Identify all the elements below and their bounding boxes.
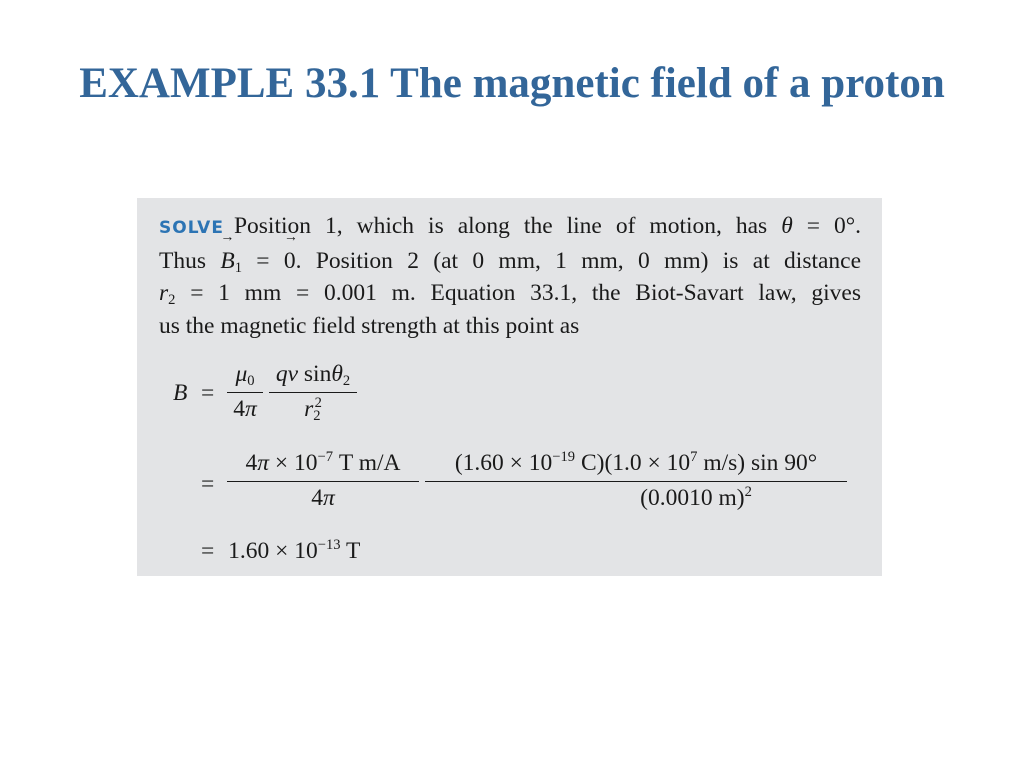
eq1-fraction-qvsin-over-r2: $\frac{qv \sin\theta_2}{r_2^2}$ (269, 361, 357, 423)
paragraph-line-3: $r_2 = 1$ mm = 0.001 m. Equation 33.1, the Biot-Savart law, gives (159, 280, 862, 309)
vector-b1: → B (220, 245, 234, 278)
solution-panel: SOLVE Position 1, which is along the line of motion, has θ = 0°. Thus → $B_1$ = → 0. Position 2 (at 0 mm, 1 mm, 0 mm) is at distance $r_2 = 1$ mm = 0.001 m. Equation 33.1, the Biot-Savart law, gives us the magnetic field strength at this point as B = $\frac{\mu_0}{4\pi}$ $\frac{qv \sin\theta_2}{r_2^2}$ = $\frac{4\pi \times 10^{-7} T m/A}{4\pi}$ $\frac{(1.60 \times 10^{-19} C)(1.0 \times 10^7 m/s) \sin 90^\circ}{(0.0010 m)^2}$ = $1.60 \times 10^{-13}$ T (137, 198, 882, 576)
solution-paragraph (159, 210, 861, 342)
equation-3: = $1.60 \times 10^{-13}$ T (201, 536, 361, 564)
solve-label: SOLVE (159, 218, 224, 238)
result-value: $1.60 \times 10^{-13}$ T (228, 536, 361, 564)
paragraph-line-1: SOLVE Position 1, which is along the line of motion, has θ = 0°. (159, 213, 862, 239)
paragraph-line-2: Thus → $B_1$ = → 0. Position 2 (at 0 mm, 1 mm, 0 mm) is at distance (159, 245, 861, 278)
vector-zero: → 0 (284, 245, 296, 278)
paragraph-line-4: us the magnetic field strength at this point as (159, 312, 580, 339)
eq2-fraction-constant: $\frac{4\pi \times 10^{-7} T m/A}{4\pi}$ (227, 450, 419, 512)
slide-title: EXAMPLE 33.1 The magnetic field of a proton (79, 60, 945, 107)
eq1-fraction-mu0-over-4pi: $\frac{\mu_0}{4\pi}$ (227, 361, 263, 423)
eq2-fraction-values: $\frac{(1.60 \times 10^{-19} C)(1.0 \times 10^7 m/s) \sin 90^\circ}{(0.0010 m)^2}$ (425, 450, 847, 512)
